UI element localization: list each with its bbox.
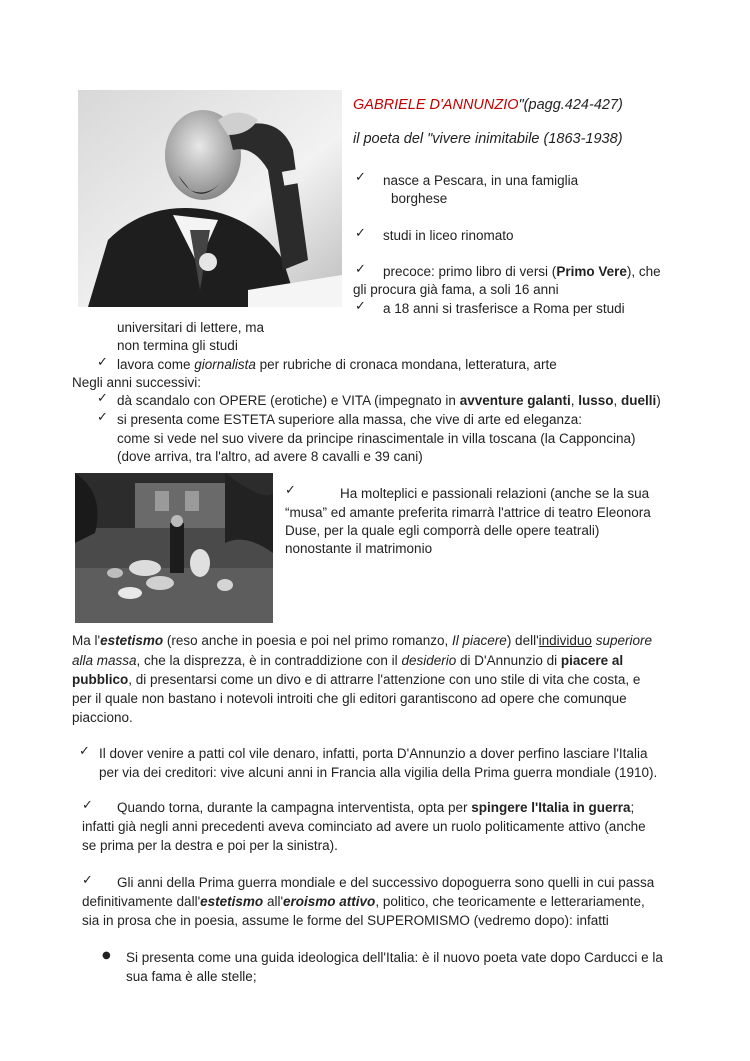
check-icon: ✓	[79, 744, 90, 759]
later-heading: Negli anni successivi:	[72, 375, 202, 390]
bullet-icon: ●	[102, 950, 111, 961]
later-item-2-cont2: (dove arriva, tra l'altro, ad avere 8 cavalli e 39 cani)	[117, 449, 423, 464]
relations-line-2: “musa” ed amante preferita rimarrà l'attrice di teatro Eleonora	[285, 505, 651, 520]
torna-line-2: infatti già negli anni precedenti aveva cominciato ad avere un ruolo politicamente attivo (anche	[82, 819, 646, 834]
check-icon: ✓	[355, 299, 366, 314]
denaro-line-2: per via dei creditori: vive alcuni anni in Francia alla vigilia della Prima guerra mondiale (1910).	[99, 765, 658, 780]
estetismo-line-3: pubblico, di presentarsi come un divo e di attrarre l'attenzione con uno stile di vita che costa, e	[72, 672, 641, 687]
intro-item-5: lavora come giornalista per rubriche di cronaca mondana, letteratura, arte	[117, 357, 557, 372]
check-icon: ✓	[355, 262, 366, 277]
guerra-line-1: Gli anni della Prima guerra mondiale e del successivo dopoguerra sono quelli in cui passa	[117, 875, 655, 890]
relations-line-1: Ha molteplici e passionali relazioni (anche se la sua	[340, 486, 650, 501]
page-subtitle: il poeta del "vivere inimitabile (1863-1938)	[353, 131, 623, 147]
title-name: GABRIELE D'ANNUNZIO	[353, 97, 519, 113]
intro-item-1-cont: borghese	[391, 191, 448, 206]
denaro-line-1: Il dover venire a patti col vile denaro, infatti, porta D'Annunzio a dover perfino lasciare l'Italia	[99, 746, 648, 761]
title-pages: "(pagg.424-427)	[518, 97, 623, 113]
intro-item-3: precoce: primo libro di versi (Primo Vere), che	[383, 264, 661, 279]
relations-line-4: nonostante il matrimonio	[285, 541, 433, 556]
estetismo-line-4: per il quale non bastano i notevoli introiti che gli editori garantiscono ad opere che comunque	[72, 691, 627, 706]
later-item-1: dà scandalo con OPERE (erotiche) e VITA (impegnato in avventure galanti, lusso, duelli)	[117, 393, 661, 408]
portrait-photo	[78, 90, 342, 307]
intro-item-3-cont: gli procura già fama, a soli 16 anni	[353, 282, 559, 297]
estetismo-line-2: alla massa, che la disprezza, è in contraddizione con il desiderio di D'Annunzio di piacere al	[72, 653, 624, 668]
torna-line-3: se prima per la destra e poi per la sinistra).	[82, 838, 338, 853]
intro-item-4: a 18 anni si trasferisce a Roma per studi	[383, 301, 625, 316]
torna-line-1: Quando torna, durante la campagna interventista, opta per spingere l'Italia in guerra;	[117, 800, 635, 815]
check-icon: ✓	[97, 410, 108, 425]
vate-line-2: sua fama è alle stelle;	[126, 969, 257, 984]
vate-line-1: Si presenta come una guida ideologica dell'Italia: è il nuovo poeta vate dopo Carducci e la	[126, 950, 663, 965]
relations-line-3: Duse, per la quale egli comporrà delle opere teatrali)	[285, 523, 600, 538]
estetismo-line-5: piacciono.	[72, 710, 133, 725]
check-icon: ✓	[355, 226, 366, 241]
intro-item-4-cont: universitari di lettere, ma	[117, 320, 265, 335]
check-icon: ✓	[355, 170, 366, 185]
later-item-2: si presenta come ESTETA superiore alla massa, che vive di arte ed eleganza:	[117, 412, 582, 427]
intro-item-2: studi in liceo rinomato	[383, 228, 514, 243]
villa-dogs-photo	[75, 473, 273, 623]
check-icon: ✓	[97, 355, 108, 370]
check-icon: ✓	[285, 483, 296, 498]
page-title	[353, 96, 623, 114]
check-icon: ✓	[82, 798, 93, 813]
guerra-line-2: definitivamente dall'estetismo all'eroismo attivo, politico, che teoricamente e letterariamente,	[82, 894, 645, 909]
guerra-line-3: sia in prosa che in poesia, assume le forme del SUPEROMISMO (vedremo dopo): infatti	[82, 913, 609, 928]
intro-item-4-cont2: non termina gli studi	[117, 338, 238, 353]
check-icon: ✓	[82, 873, 93, 888]
intro-item-1: nasce a Pescara, in una famiglia	[383, 173, 579, 188]
estetismo-line-1: Ma l'estetismo (reso anche in poesia e poi nel primo romanzo, Il piacere) dell'individuo superiore	[72, 633, 652, 648]
check-icon: ✓	[97, 391, 108, 406]
later-item-2-cont: come si vede nel suo vivere da principe rinascimentale in villa toscana (la Capponcina)	[117, 431, 636, 446]
